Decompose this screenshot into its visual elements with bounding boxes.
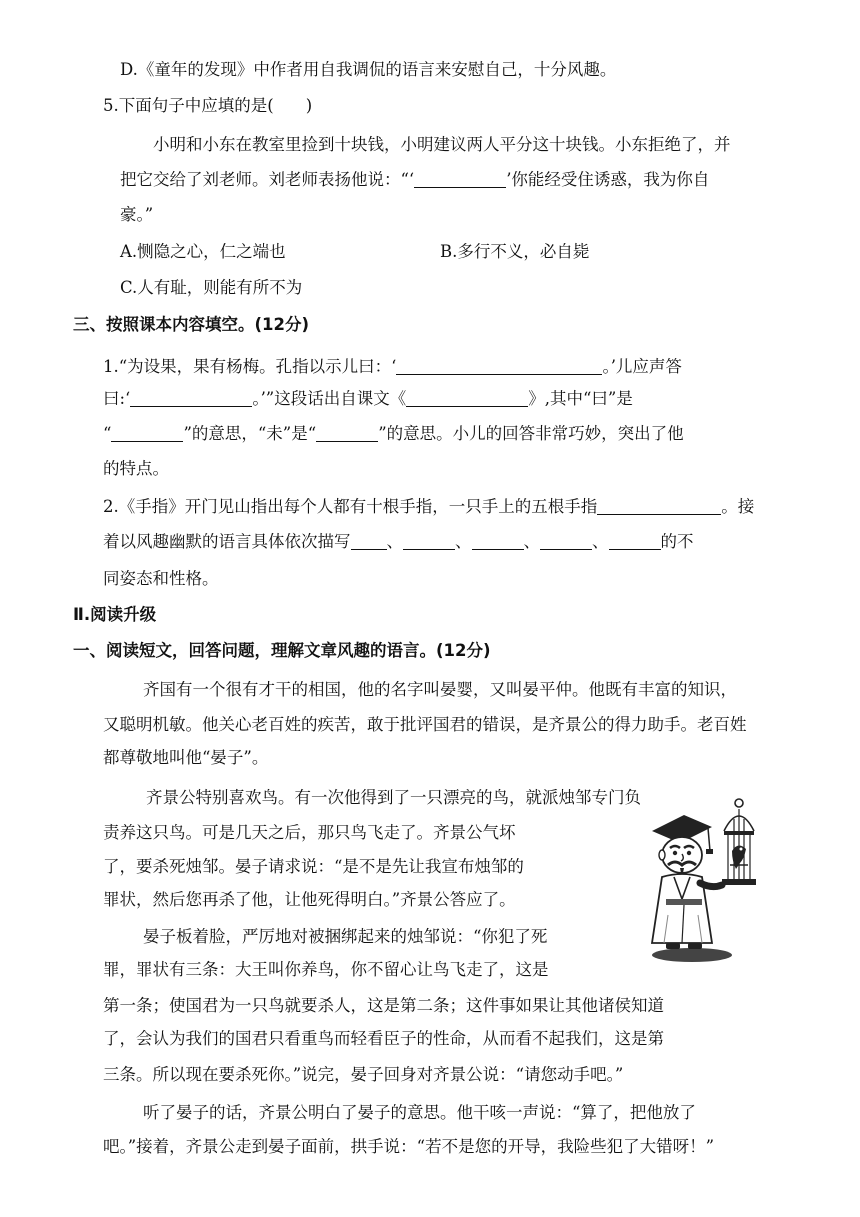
s3-q1-l3-post: 的意思。小儿的回答非常巧妙，突出了他 xyxy=(386,424,684,443)
article-line: 罪状，然后您再杀了他，让他死得明白。”齐景公答应了。 xyxy=(103,890,516,909)
illustration-scholar-with-birdcage xyxy=(640,795,758,967)
s3-q1-text-2: 。’儿应声答 xyxy=(602,357,682,376)
q5-option-a: A.恻隐之心，仁之端也 xyxy=(120,242,286,261)
s3-q2-blank-1[interactable] xyxy=(597,496,721,515)
article-line: 都尊敬地叫他“晏子”。 xyxy=(103,748,269,767)
article-line: 又聪明机敏。他关心老百姓的疾苦，敢于批评国君的错误，是齐景公的得力助手。老百姓 xyxy=(103,715,747,734)
s3-q1-blank-2[interactable] xyxy=(130,388,252,407)
s3-q1-blank-4[interactable] xyxy=(111,423,183,442)
article-line: 第一条；使国君为一只鸟就要杀人，这是第二条；这件事如果让其他诸侯知道 xyxy=(103,996,664,1015)
scholar-birdcage-drawing xyxy=(640,795,758,967)
q5-passage-text-2: ’你能经受住诱惑，我为你自 xyxy=(506,170,710,189)
s3-q1-line-4: 的特点。 xyxy=(103,459,169,478)
s3-q2-sep-4: 、 xyxy=(592,532,609,551)
s3-q1-l3-open: “ xyxy=(103,424,112,443)
s3-q2-sep-2: 、 xyxy=(455,532,472,551)
article-line: 吧。”接着，齐景公走到晏子面前，拱手说：“若不是您的开导，我险些犯了大错呀！” xyxy=(103,1137,715,1156)
s3-q2-line-3: 同姿态和性格。 xyxy=(103,569,219,588)
s3-q2-line-1 xyxy=(103,495,754,519)
s3-q2-sep-3: 、 xyxy=(523,532,540,551)
s3-q2-blank-3[interactable] xyxy=(403,531,455,550)
article-line: 齐景公特别喜欢鸟。有一次他得到了一只漂亮的鸟，就派烛邹专门负 xyxy=(146,788,641,807)
q5-stem-text: 5.下面句子中应填的是( xyxy=(103,96,274,115)
q4-option-d: D.《童年的发现》中作者用自我调侃的语言来安慰自己，十分风趣。 xyxy=(120,60,617,79)
q5-passage-line-2 xyxy=(120,168,709,192)
s3-q1-line-1 xyxy=(103,355,682,379)
s3-q2-l2-text: 着以风趣幽默的语言具体依次描写 xyxy=(103,532,351,551)
article-line: 了，会认为我们的国君只看重鸟而轻看臣子的性命，从而看不起我们，这是第 xyxy=(103,1029,664,1048)
s3-q1-blank-1[interactable] xyxy=(396,356,602,375)
section-3-title: 三、按照课本内容填空。(12分) xyxy=(73,315,310,334)
article-line: 齐国有一个很有才干的相国，他的名字叫晏婴，又叫晏平仲。他既有丰富的知识， xyxy=(143,680,737,699)
s3-q1-blank-3[interactable] xyxy=(406,388,528,407)
s3-q2-line-2 xyxy=(103,530,694,554)
s3-q2-l2-post: 的不 xyxy=(660,532,694,551)
article-line: 晏子板着脸，严厉地对被捆绑起来的烛邹说：“你犯了死 xyxy=(143,927,548,946)
s3-q2-blank-6[interactable] xyxy=(609,531,661,550)
article-line: 三条。所以现在要杀死你。”说完，晏子回身对齐景公说：“请您动手吧。” xyxy=(103,1065,624,1084)
q5-passage-text: 把它交给了刘老师。刘老师表扬他说：“‘ xyxy=(120,170,415,189)
q5-fill-blank[interactable] xyxy=(414,169,506,188)
q5-option-b: B.多行不义，必自毙 xyxy=(440,242,590,261)
article-line: 责养这只鸟。可是几天之后，那只鸟飞走了。齐景公气坏 xyxy=(103,823,516,842)
reading-section-1-title: 一、阅读短文，回答问题，理解文章风趣的语言。(12分) xyxy=(73,641,491,660)
q5-passage-line-3: 豪。” xyxy=(120,205,154,224)
s3-q2-text-2: 。接 xyxy=(721,497,755,516)
s3-q1-line-3 xyxy=(103,422,684,446)
s3-q2-blank-5[interactable] xyxy=(540,531,592,550)
article-line: 罪，罪状有三条：大王叫你养鸟，你不留心让鸟飞走了，这是 xyxy=(103,960,549,979)
q5-stem-close: ) xyxy=(305,96,313,115)
q5-option-c: C.人有耻，则能有所不为 xyxy=(120,278,303,297)
s3-q2-sep-1: 、 xyxy=(386,532,403,551)
part-2-title: Ⅱ.阅读升级 xyxy=(73,605,157,624)
s3-q1-l2-text: 曰:‘ xyxy=(103,389,131,408)
s3-q1-l3-mid: ”的意思，“未”是“ xyxy=(183,424,317,443)
s3-q1-text: 1.“为设果，果有杨梅。孔指以示儿曰：‘ xyxy=(103,357,397,376)
s3-q2-blank-4[interactable] xyxy=(472,531,524,550)
s3-q1-l2-text-3: 》,其中“曰”是 xyxy=(528,389,633,408)
s3-q1-l3-close: ” xyxy=(378,424,387,443)
q5-stem xyxy=(103,94,312,118)
s3-q2-blank-2[interactable] xyxy=(351,531,387,550)
s3-q1-blank-5[interactable] xyxy=(316,423,378,442)
s3-q1-line-2 xyxy=(103,387,633,411)
s3-q1-l2-text-2: 。’”这段话出自课文《 xyxy=(252,389,407,408)
article-line: 了，要杀死烛邹。晏子请求说：“是不是先让我宣布烛邹的 xyxy=(103,857,524,876)
article-line: 听了晏子的话，齐景公明白了晏子的意思。他干咳一声说：“算了，把他放了 xyxy=(143,1103,696,1122)
s3-q2-text: 2.《手指》开门见山指出每个人都有十根手指，一只手上的五根手指 xyxy=(103,497,598,516)
q5-passage-line-1: 小明和小东在教室里捡到十块钱，小明建议两人平分这十块钱。小东拒绝了，并 xyxy=(153,135,731,154)
